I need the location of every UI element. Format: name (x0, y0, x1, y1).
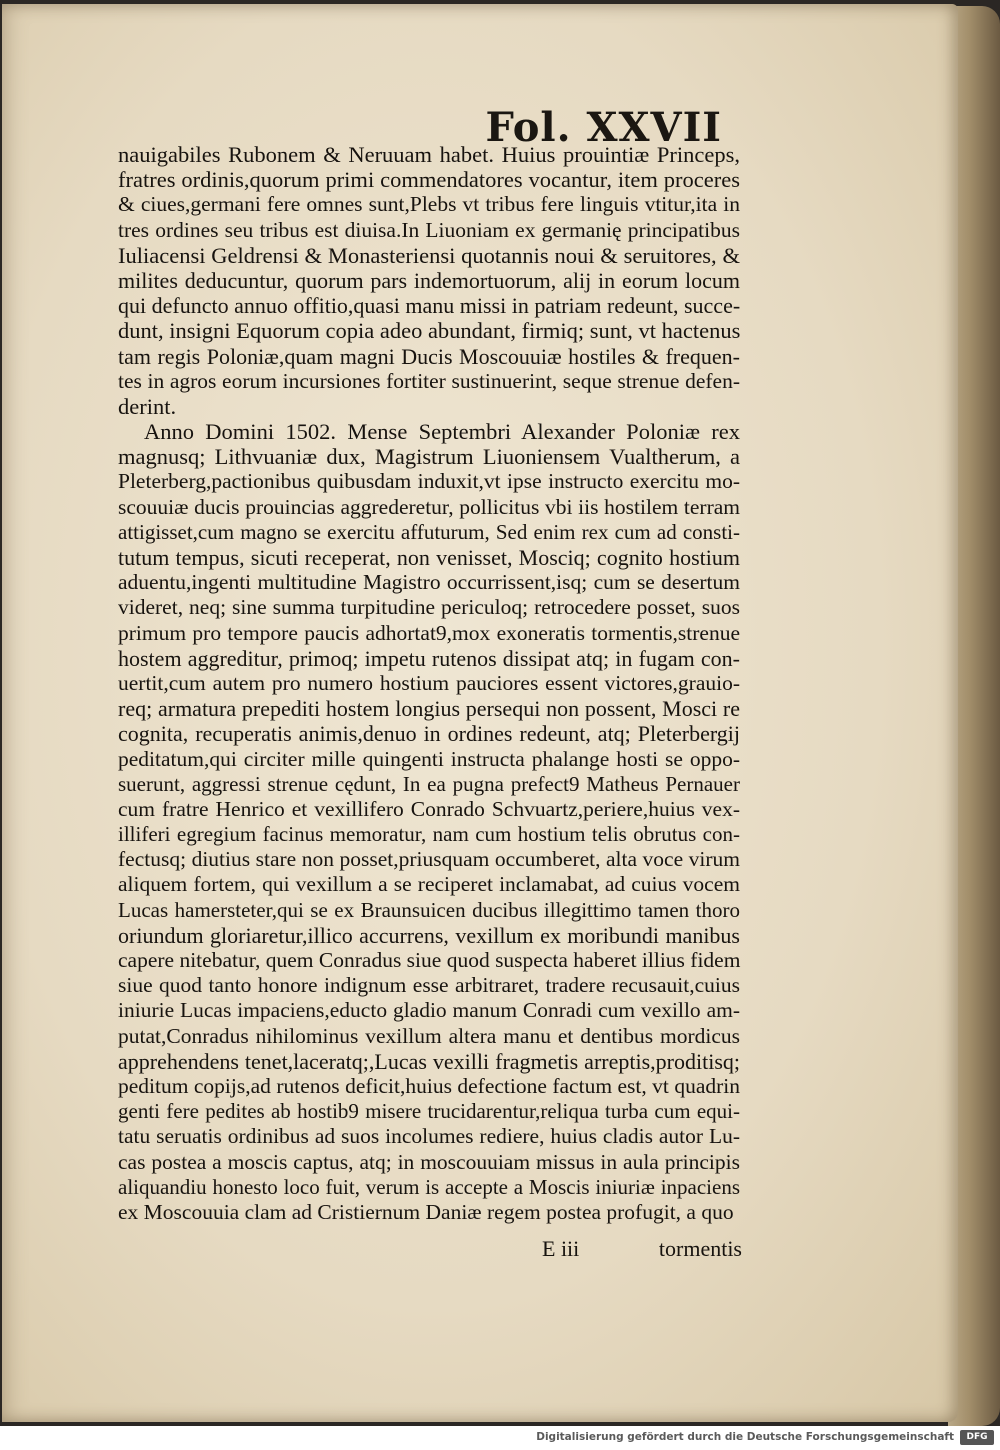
digitization-footer (0, 1426, 1000, 1450)
text-line: fratres ordinis,quorum primi commendatores vocantur, item proceres (118, 167, 740, 193)
text-line: Lucas hamersteter,qui se ex Braunsuicen ducibus illegittimo tamen thoro (118, 897, 740, 922)
text-line: aliquandiu honesto loco fuit, verum is accepte a Moscis iniuriæ inpaciens (118, 1174, 740, 1199)
text-line: dunt, insigni Equorum copia adeo abundant, firmiq; sunt, vt hactenus (118, 318, 741, 344)
text-line: Pleterberg,pactionibus quibusdam induxit,vt ipse instructo exercitu mo- (118, 469, 740, 494)
folio-number: Fol. XXVII (485, 104, 722, 151)
text-line: apprehendens tenet,laceratq;,Lucas vexilli fragmetis arreptis,proditisq; (118, 1048, 740, 1074)
text-line: cum fratre Henrico et vexillifero Conrado Schvuartz,periere,huius vex- (118, 796, 740, 821)
text-line: attigisset,cum magno se exercitu affuturum, Sed enim rex cum ad consti- (118, 519, 740, 544)
digitization-credit: Digitalisierung gefördert durch die Deutsche Forschungsgemeinschaft (536, 1431, 954, 1443)
text-line: qui defuncto annuo offitio,quasi manu missi in patriam redeunt, succe- (118, 293, 741, 319)
text-line: peditum copijs,ad rutenos deficit,huius defectione factum est, vt quadrin (118, 1073, 740, 1098)
text-line: cognita, recuperatis animis,denuo in ordines redeunt, atq; Pleterbergij (118, 721, 740, 747)
text-line: & ciues,germani fere omnes sunt,Plebs vt tribus fere linguis vtitur,ita in (118, 192, 740, 217)
text-line: oriundum gloriaretur,illico accurrens, vexillum ex moribundi manibus (118, 922, 740, 948)
text-line: tatu seruatis ordinibus ad suos incolumes rediere, huius cladis autor Lu- (118, 1124, 740, 1149)
text-line: tutum tempus, sicuti receperat, non venisset, Mosciq; cognito hostium (118, 545, 740, 570)
text-line: magnusq; Lithvuaniæ dux, Magistrum Liuoniensem Vualtherum, a (118, 444, 740, 470)
text-line: Anno Domini 1502. Mense Septembri Alexander Poloniæ rex (144, 419, 740, 445)
text-line: derint. (118, 393, 177, 419)
text-line: peditatum,qui circiter mille quingenti instructa phalange hosti se oppo- (118, 746, 740, 771)
text-line: aduentu,ingenti multitudine Magistro occurrissent,isq; cum se desertum (118, 570, 740, 595)
text-line: fectusq; diutius stare non posset,priusquam occumberet, alta voce virum (118, 847, 740, 872)
text-line: tam regis Poloniæ,quam magni Ducis Moscouuiæ hostiles & frequen- (118, 343, 740, 369)
text-line: primum pro tempore paucis adhortat9,mox exoneratis tormentis,strenue (118, 620, 740, 645)
signature-mark: E iii (542, 1236, 580, 1261)
text-line: illiferi egregium facinus memoratur, nam cum hostium telis obrutus con- (118, 822, 740, 847)
text-line: scouuiæ ducis prouincias aggrederetur, pollicitus vbi iis hostilem terram (118, 494, 740, 519)
text-line: iniurie Lucas impaciens,educto gladio manum Conradi cum vexillo am- (118, 998, 740, 1023)
text-line: videret, neq; sine summa turpitudine periculoq; retrocedere posset, suos (118, 595, 740, 620)
text-line: tres ordines seu tribus est diuisa.In Liuoniam ex germanię principatibus (118, 217, 740, 242)
text-line: Iuliacensi Geldrensi & Monasteriensi quotannis noui & seruitores, & (118, 242, 740, 268)
text-line: aliquem fortem, qui vexillum a se reciperet inclamabat, ad cuius vocem (118, 872, 740, 897)
text-line: cas postea a moscis captus, atq; in moscouuiam missus in aula principis (118, 1149, 740, 1174)
body-text (118, 142, 740, 1225)
text-line: suerunt, aggressi strenue cędunt, In ea pugna prefect9 Matheus Pernauer (118, 771, 740, 796)
catchword: tormentis (658, 1236, 742, 1261)
text-line: siue quod tanto honore indignum esse arbitraret, tradere recusauit,cuius (118, 973, 740, 998)
book-page (2, 4, 958, 1422)
text-line: hostem aggreditur, primoq; impetu rutenos dissipat atq; in fugam con- (118, 645, 740, 671)
text-line: uertit,cum autem pro numero hostium pauciores essent victores,grauio- (118, 670, 740, 695)
dfg-logo: DFG (960, 1430, 994, 1445)
text-line: tes in agros eorum incursiones fortiter sustinuerint, seque strenue defen- (118, 368, 740, 393)
text-line: ex Moscouuia clam ad Cristiernum Daniæ regem postea profugit, a quo (118, 1199, 734, 1224)
text-line: nauigabiles Rubonem & Neruuam habet. Huius prouintiæ Princeps, (118, 142, 740, 167)
text-line: putat,Conradus nihilominus vexillum altera manu et dentibus mordicus (118, 1023, 740, 1048)
text-line: capere nitebatur, quem Conradus siue quod suspecta haberet illius fidem (118, 948, 741, 972)
text-line: milites deducuntur, quorum pars indemortuorum, alij in eorum locum (118, 267, 740, 293)
text-line: req; armatura prepediti hostem longius persequi non possent, Mosci re (118, 696, 740, 722)
text-line: genti fere pedites ab hostib9 misere trucidarentur,reliqua turba cum equi- (118, 1099, 740, 1124)
